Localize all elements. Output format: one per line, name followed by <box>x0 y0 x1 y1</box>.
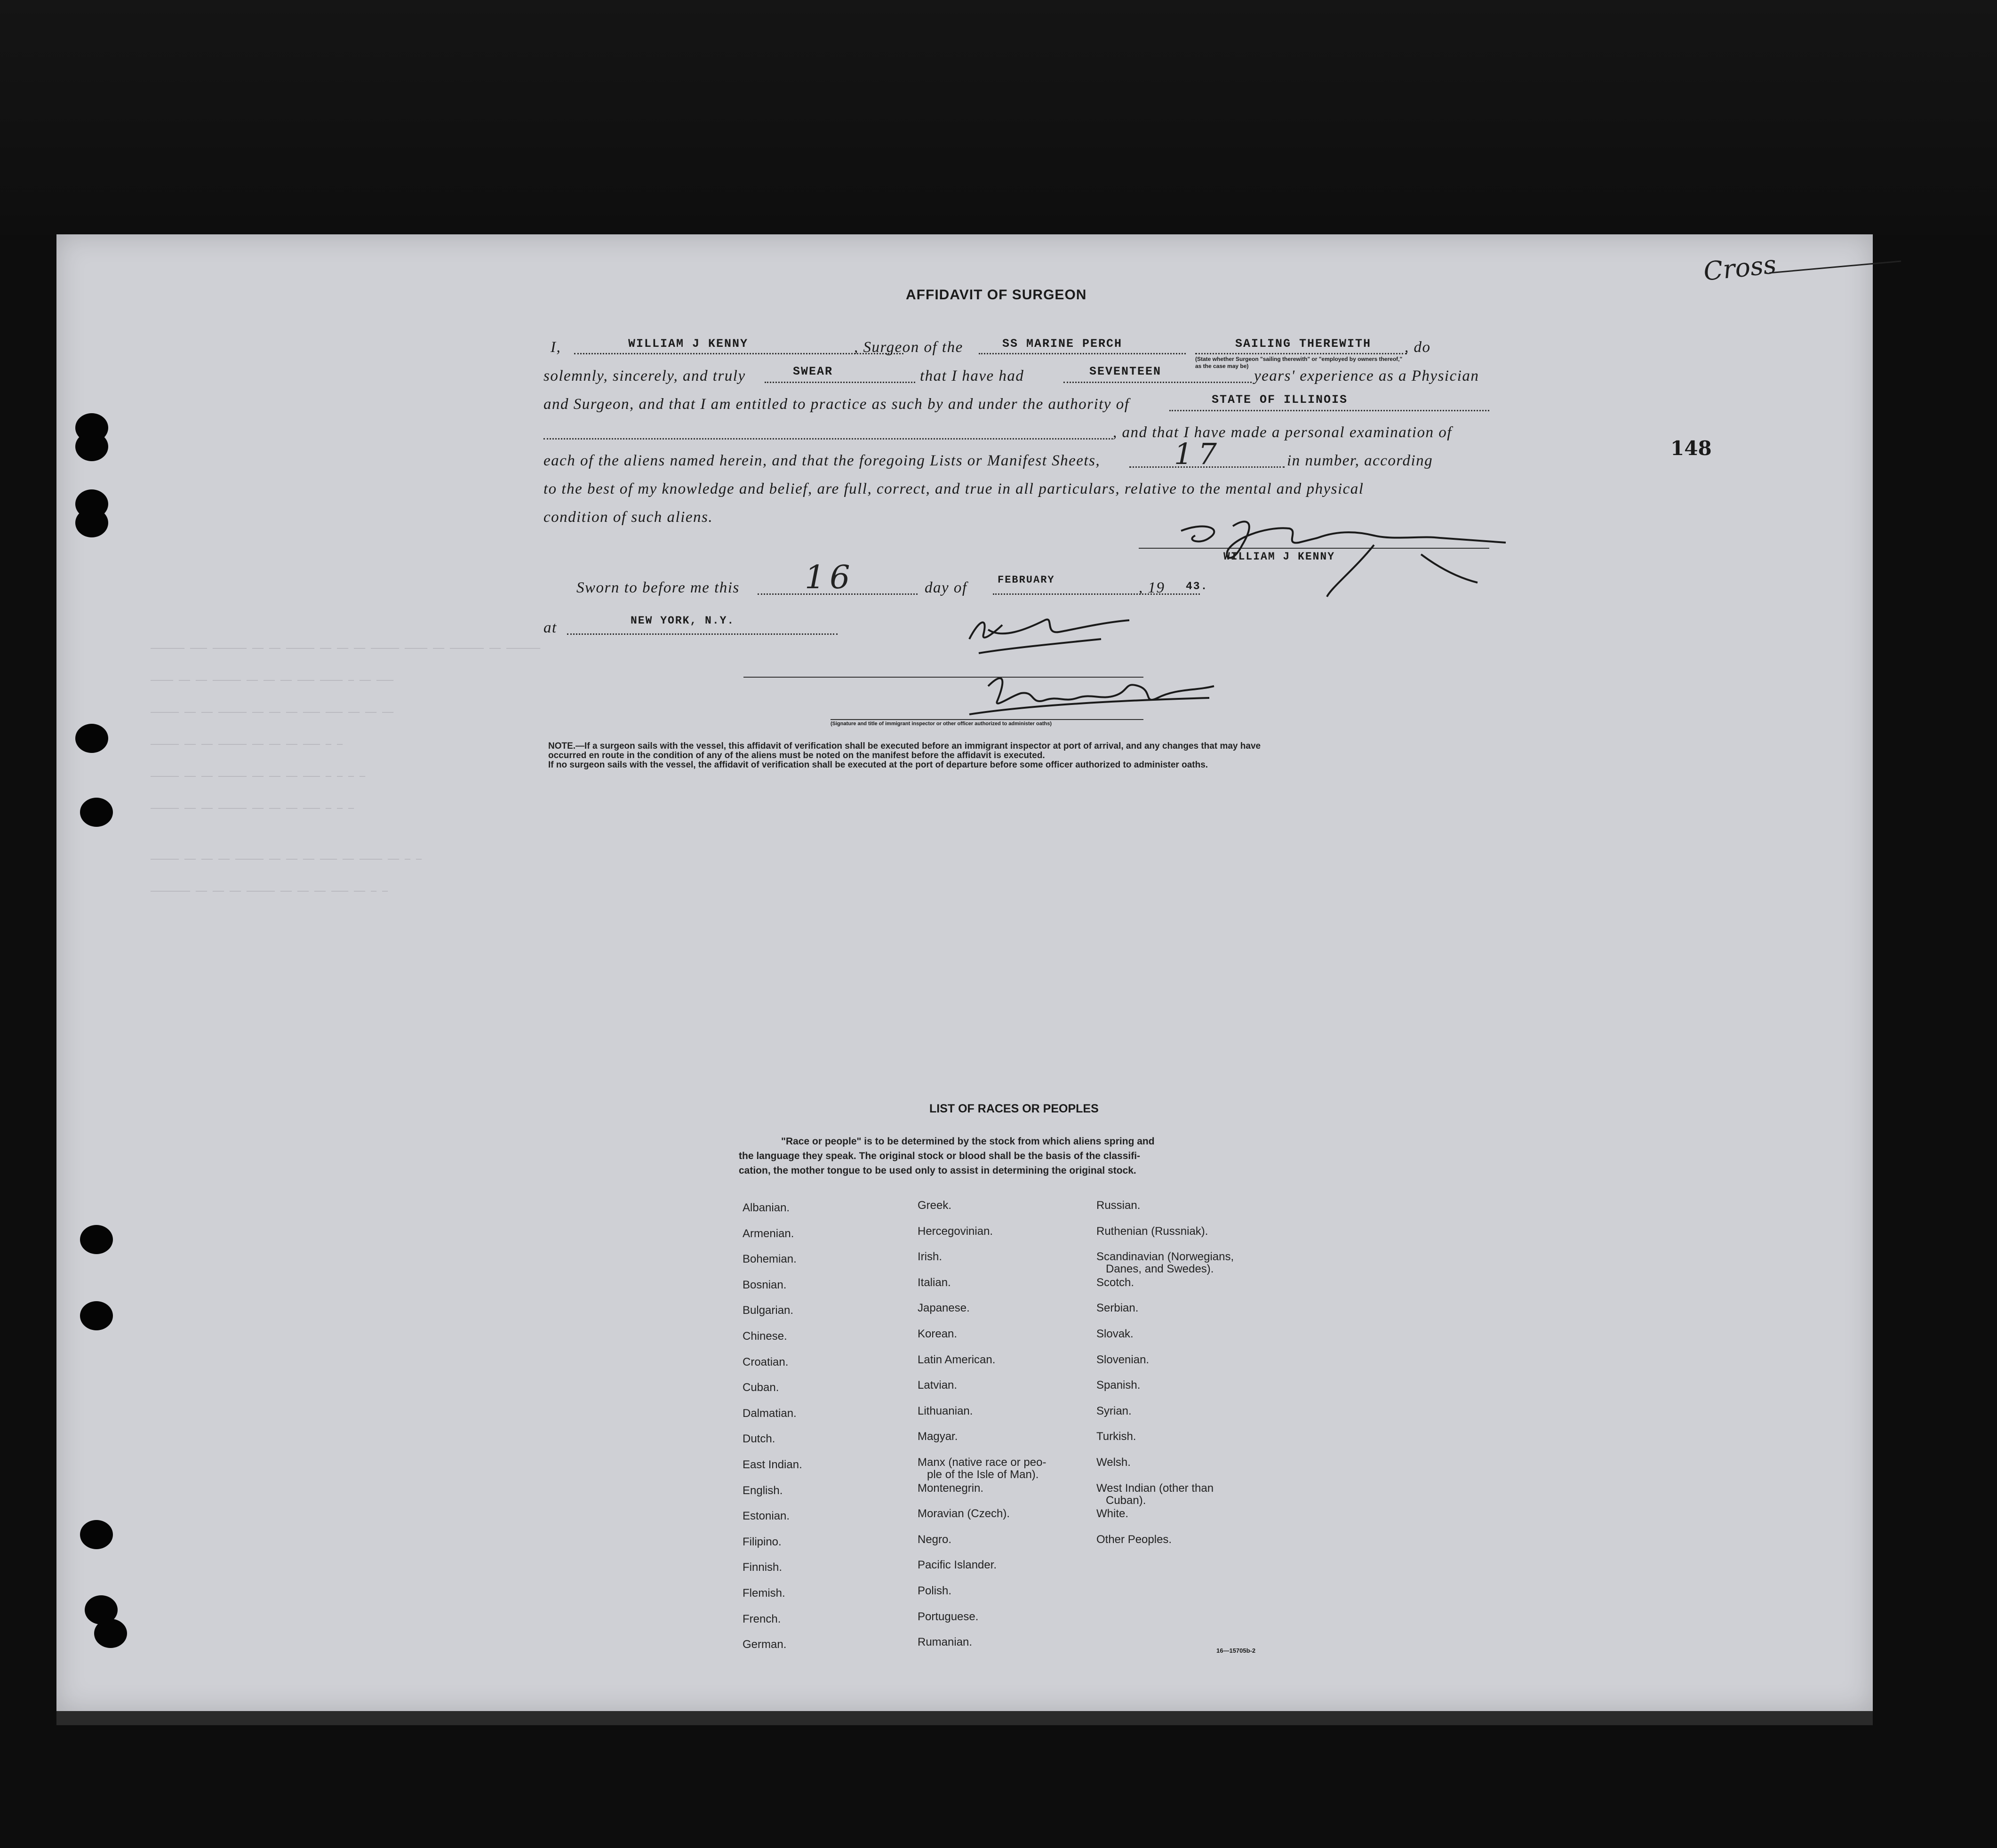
practice-authority: STATE OF ILLINOIS <box>1212 393 1348 407</box>
race-item: Korean. <box>918 1327 958 1340</box>
page-number: 148 <box>1670 437 1712 460</box>
sworn-year: 43. <box>1186 580 1208 592</box>
race-item: Russian. <box>1096 1199 1141 1212</box>
race-item: Finnish. <box>743 1561 783 1574</box>
race-item: Lithuanian. <box>918 1404 973 1417</box>
race-item: Negro. <box>918 1533 952 1546</box>
race-item: Croatian. <box>743 1355 789 1368</box>
officer-signature <box>960 611 1223 733</box>
races-intro-1: "Race or people" is to be determined by the stock from which aliens spring and <box>781 1136 1155 1147</box>
years-experience: SEVENTEEN <box>1089 365 1162 378</box>
sworn-month: FEBRUARY <box>998 574 1055 586</box>
races-column-2 <box>918 1200 1046 1662</box>
corner-annotation: Cross <box>1702 249 1778 287</box>
race-item: East Indian. <box>743 1458 802 1471</box>
status-hint: (State whether Surgeon "sailing therewith" or "employed by owners thereof," as the case may be) <box>1195 356 1403 369</box>
binder-hole <box>80 798 113 827</box>
line2-suffix: years' experience as a Physician <box>1254 368 1479 384</box>
race-item: White. <box>1096 1507 1129 1520</box>
signature-typed-name: WILLIAM J KENNY <box>1223 551 1335 563</box>
line2-mid: that I have had <box>920 368 1024 384</box>
binder-hole <box>80 1301 113 1330</box>
corner-annotation-stroke <box>1769 259 1910 278</box>
film-background <box>0 0 1997 235</box>
race-item: Irish. <box>918 1250 943 1264</box>
race-item: Other Peoples. <box>1096 1533 1172 1546</box>
line5-suffix: in number, according <box>1287 452 1433 469</box>
race-item: Magyar. <box>918 1430 958 1443</box>
sworn-prefix: Sworn to before me this <box>576 579 740 596</box>
race-item: Scandinavian (Norwegians, Danes, and Swedes). <box>1096 1250 1234 1276</box>
binder-hole <box>75 724 108 753</box>
oath-word: SWEAR <box>793 365 833 378</box>
race-item: Portuguese. <box>918 1610 979 1623</box>
page-bottom-edge <box>56 1711 1873 1725</box>
note-line-3: If no surgeon sails with the vessel, the affidavit of verification shall be executed at the port of departure before some officer authorized to administer oaths. <box>548 760 1208 770</box>
race-item: Scotch. <box>1096 1276 1134 1289</box>
do-label: , do <box>1405 339 1431 356</box>
race-item: Bulgarian. <box>743 1304 794 1317</box>
sworn-day: 16 <box>805 559 855 596</box>
race-item: Polish. <box>918 1584 952 1597</box>
race-item: Welsh. <box>1096 1456 1131 1469</box>
race-item: Dutch. <box>743 1432 775 1446</box>
race-item: English. <box>743 1484 783 1497</box>
race-item: Filipino. <box>743 1535 782 1548</box>
race-item: French. <box>743 1612 781 1625</box>
races-title: LIST OF RACES OR PEOPLES <box>929 1102 1099 1115</box>
race-item: Manx (native race or peo- ple of the Isle of Man). <box>918 1456 1046 1481</box>
race-item: Latvian. <box>918 1379 958 1392</box>
race-item: Estonian. <box>743 1510 790 1523</box>
binder-hole <box>80 1520 113 1549</box>
binder-hole <box>80 1225 113 1254</box>
line3-prefix: and Surgeon, and that I am entitled to practice as such by and under the authority of <box>543 396 1130 413</box>
year-prefix: , 19 <box>1139 579 1165 596</box>
race-item: German. <box>743 1638 787 1651</box>
race-item: Flemish. <box>743 1586 785 1600</box>
document-page <box>56 234 1873 1712</box>
race-item: Bosnian. <box>743 1278 787 1291</box>
race-item: Ruthenian (Russniak). <box>1096 1224 1208 1238</box>
race-item: Spanish. <box>1096 1379 1141 1392</box>
surgeon-signature <box>1176 517 1515 601</box>
race-item: Albanian. <box>743 1201 790 1214</box>
binder-hole <box>75 432 108 461</box>
line7: condition of such aliens. <box>543 509 713 526</box>
line2-prefix: solemnly, sincerely, and truly <box>543 368 746 384</box>
race-item: Bohemian. <box>743 1253 797 1266</box>
race-item: Hercegovinian. <box>918 1224 993 1238</box>
race-item: Rumanian. <box>918 1636 973 1649</box>
race-item: Syrian. <box>1096 1404 1132 1417</box>
surgeon-status: SAILING THEREWITH <box>1235 337 1372 351</box>
race-item: Cuban. <box>743 1381 779 1394</box>
race-item: Serbian. <box>1096 1302 1139 1315</box>
races-intro-3: cation, the mother tongue to be used only to assist in determining the original stock. <box>739 1165 1136 1176</box>
race-item: West Indian (other than Cuban). <box>1096 1481 1214 1507</box>
line4-suffix: , and that I have made a personal examination of <box>1113 424 1452 441</box>
note-line-1: NOTE.—If a surgeon sails with the vessel, this affidavit of verification shall be executed before an immigrant inspector at port of arrival, and any changes that may have <box>548 741 1261 751</box>
race-item: Slovenian. <box>1096 1353 1150 1366</box>
race-item: Chinese. <box>743 1329 787 1343</box>
intro-i: I, <box>551 339 561 356</box>
line6: to the best of my knowledge and belief, are full, correct, and true in all particulars, relative to the mental and physical <box>543 480 1364 497</box>
race-item: Pacific Islander. <box>918 1559 997 1572</box>
sheet-count: 17 <box>1174 437 1222 471</box>
note-line-2: occurred en route in the condition of any of the aliens must be noted on the manifest before the affidavit is executed. <box>548 751 1045 760</box>
race-item: Montenegrin. <box>918 1481 984 1495</box>
sworn-place: NEW YORK, N.Y. <box>631 615 735 627</box>
surgeon-name: WILLIAM J KENNY <box>628 337 749 351</box>
binder-hole <box>75 508 108 537</box>
race-item: Greek. <box>918 1199 952 1212</box>
race-item: Armenian. <box>743 1227 794 1240</box>
at-prefix: at <box>543 619 557 636</box>
form-number: 16—15705b-2 <box>1216 1647 1256 1654</box>
day-of-label: day of <box>925 579 967 596</box>
race-item: Dalmatian. <box>743 1407 797 1420</box>
bleed-through-text: ────── ─── ────── ── ── ───── ── ── ── ───── ──── ── ────── ── ────── ──── ── ── ───── ── ── ── ─── ──── ─ ── ─── ───── ── ── ───── ── ── ── ─── ─── ── ── ── ───── ── ── ───── ── ── ── ─── ─ ─ ───── ── ── ───── ── ── ── ─── ─ ─ ─ ─ ───── ── ── ───── ── ── ── ─── ─ ─ ─ ───── ── ── ── ───── ── ── ── ─── ── ──── ── ─ ─ ─────── ── ── ── ───── ── ── ── ─── ── ─ ─ <box>151 644 541 897</box>
races-column-1 <box>743 1202 802 1664</box>
surgeon-of-label: , Surgeon of the <box>854 339 963 356</box>
race-item: Turkish. <box>1096 1430 1136 1443</box>
races-intro-2: the language they speak. The original stock or blood shall be the basis of the classifi- <box>739 1151 1141 1161</box>
page-title: AFFIDAVIT OF SURGEON <box>906 287 1087 303</box>
race-item: Slovak. <box>1096 1327 1134 1340</box>
race-item: Moravian (Czech). <box>918 1507 1010 1520</box>
binder-hole <box>94 1619 127 1648</box>
race-item: Latin American. <box>918 1353 996 1366</box>
race-item: Japanese. <box>918 1302 970 1315</box>
officer-caption: (Signature and title of immigrant inspector or other officer authorized to administer oaths) <box>831 721 1052 727</box>
races-column-3 <box>1096 1200 1234 1559</box>
vessel-name: SS MARINE PERCH <box>1002 337 1123 351</box>
line5-prefix: each of the aliens named herein, and that the foregoing Lists or Manifest Sheets, <box>543 452 1101 469</box>
race-item: Italian. <box>918 1276 951 1289</box>
